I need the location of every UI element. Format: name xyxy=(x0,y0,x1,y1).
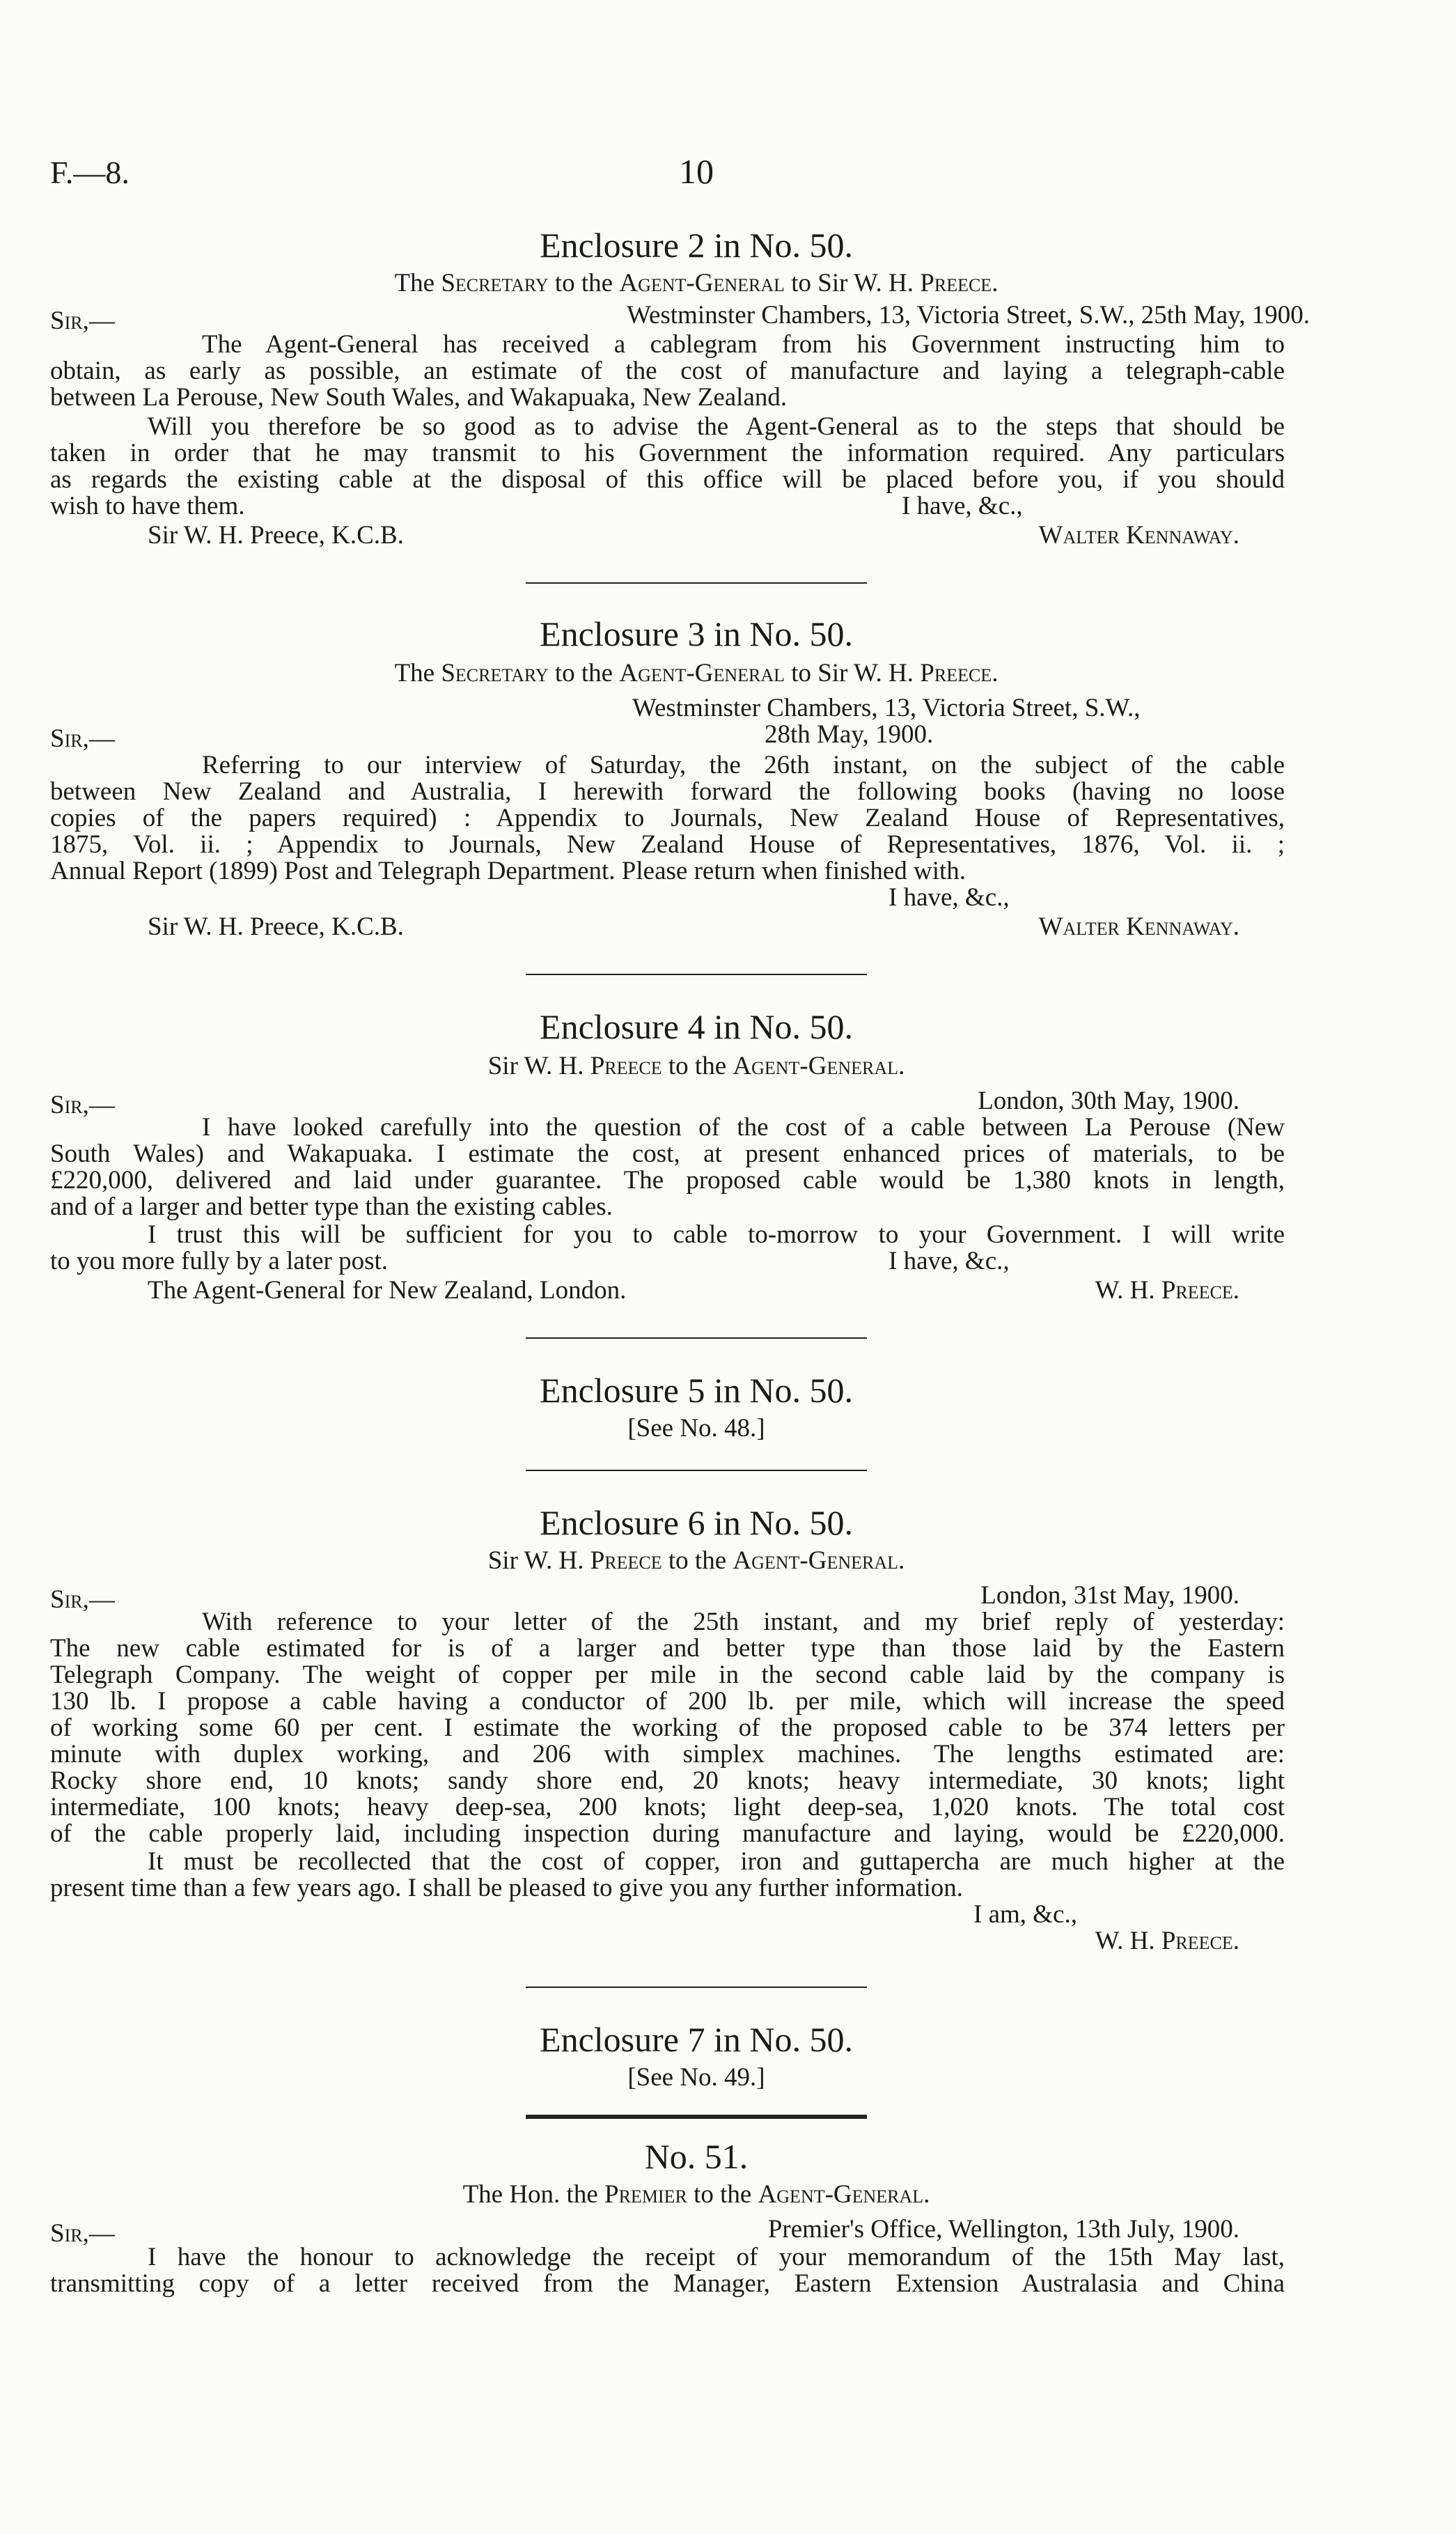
body-line: 1875, Vol. ii. ; Appendix to Journals, New Zealand House of Representatives, 1876, Vol. ii. ; xyxy=(50,830,1285,859)
document-heading: No. 51. xyxy=(644,2137,749,2176)
enclosure-subheading: The Secretary to the Agent-General to Sir W. H. Preece. xyxy=(394,659,999,687)
body-line: to you more fully by a later post. xyxy=(50,1247,389,1275)
series-number: F.—8. xyxy=(50,155,130,190)
closing: I am, &c., xyxy=(973,1900,1077,1929)
body-line: taken in order that he may transmit to his Government the information required. Any particulars xyxy=(50,439,1285,467)
section-divider xyxy=(526,974,867,975)
body-line: and of a larger and better type than the existing cables. xyxy=(50,1192,613,1221)
body-line: of working some 60 per cent. I estimate the working of the proposed cable to be 374 letters per xyxy=(50,1713,1285,1742)
body-line: The Agent-General has received a cablegram from his Government instructing him to xyxy=(202,330,1285,359)
body-line: I have the honour to acknowledge the receipt of your memorandum of the 15th May last, xyxy=(148,2243,1285,2271)
section-divider xyxy=(526,1470,867,1471)
addressee: Sir W. H. Preece, K.C.B. xyxy=(148,912,404,941)
body-line: transmitting copy of a letter received from the Manager, Eastern Extension Australasia and China xyxy=(50,2269,1285,2298)
body-line: Will you therefore be so good as to advise the Agent-General as to the steps that should be xyxy=(148,412,1285,441)
salutation: Sir,— xyxy=(50,2219,115,2248)
body-line: It must be recollected that the cost of copper, iron and guttapercha are much higher at the xyxy=(148,1847,1285,1876)
body-line: intermediate, 100 knots; heavy deep-sea, 200 knots; light deep-sea, 1,020 knots. The total cost xyxy=(50,1793,1285,1821)
body-line: Annual Report (1899) Post and Telegraph Department. Please return when finished with. xyxy=(50,857,966,885)
body-line: £220,000, delivered and laid under guarantee. The proposed cable would be 1,380 knots in length, xyxy=(50,1166,1285,1195)
body-line: between La Perouse, New South Wales, and Wakapuaka, New Zealand. xyxy=(50,383,788,412)
enclosure-heading: Enclosure 4 in No. 50. xyxy=(540,1007,853,1046)
closing: I have, &c., xyxy=(889,883,1010,912)
enclosure-subheading: The Secretary to the Agent-General to Sir W. H. Preece. xyxy=(394,269,999,297)
body-line: minute with duplex working, and 206 with simplex machines. The lengths estimated are: xyxy=(50,1740,1285,1769)
salutation: Sir,— xyxy=(50,1091,115,1119)
address-date: London, 31st May, 1900. xyxy=(980,1581,1239,1610)
body-line: Rocky shore end, 10 knots; sandy shore end, 20 knots; heavy intermediate, 30 knots; light xyxy=(50,1766,1285,1795)
section-divider xyxy=(526,1337,867,1339)
thick-divider xyxy=(526,2115,867,2119)
signature: Walter Kennaway. xyxy=(1038,521,1239,550)
page-number: 10 xyxy=(679,152,714,191)
section-divider xyxy=(526,582,867,584)
body-line: Telegraph Company. The weight of copper per mile in the second cable laid by the company is xyxy=(50,1661,1285,1689)
body-line: The new cable estimated for is of a larger and better type than those laid by the Eastern xyxy=(50,1634,1285,1663)
body-line: obtain, as early as possible, an estimate of the cost of manufacture and laying a telegraph-cable xyxy=(50,357,1285,385)
body-line: I trust this will be sufficient for you to cable to-morrow to your Government. I will write xyxy=(148,1220,1285,1249)
signature: W. H. Preece. xyxy=(1095,1927,1239,1955)
address: Westminster Chambers, 13, Victoria Street, S.W., xyxy=(632,694,1141,722)
signature: W. H. Preece. xyxy=(1095,1276,1239,1305)
salutation: Sir,— xyxy=(50,306,115,335)
body-line: I have looked carefully into the question of the cost of a cable between La Perouse (New xyxy=(202,1113,1285,1142)
closing: I have, &c., xyxy=(889,1247,1010,1275)
enclosure-heading: Enclosure 6 in No. 50. xyxy=(540,1503,853,1542)
enclosure-heading: Enclosure 2 in No. 50. xyxy=(540,226,853,265)
body-line: wish to have them. xyxy=(50,492,245,520)
salutation: Sir,— xyxy=(50,1585,115,1614)
body-line: of the cable properly laid, including inspection during manufacture and laying, would be £220,000. xyxy=(50,1819,1285,1848)
body-line: With reference to your letter of the 25th instant, and my brief reply of yesterday: xyxy=(202,1608,1285,1636)
body-line: present time than a few years ago. I shall be pleased to give you any further information. xyxy=(50,1874,964,1902)
enclosure-heading: Enclosure 7 in No. 50. xyxy=(540,2020,853,2059)
enclosure-subheading: Sir W. H. Preece to the Agent-General. xyxy=(487,1052,905,1080)
enclosure-heading: Enclosure 5 in No. 50. xyxy=(540,1371,853,1410)
body-line: between New Zealand and Australia, I herewith forward the following books (having no loose xyxy=(50,777,1285,806)
address-date: London, 30th May, 1900. xyxy=(978,1087,1239,1115)
address-date: Westminster Chambers, 13, Victoria Street, S.W., 25th May, 1900. xyxy=(627,301,1310,329)
body-line: Referring to our interview of Saturday, the 26th instant, on the subject of the cable xyxy=(202,751,1285,779)
body-line: as regards the existing cable at the disposal of this office will be placed before you, if you should xyxy=(50,465,1285,494)
addressee: The Agent-General for New Zealand, London. xyxy=(148,1276,627,1305)
address-date: Premier's Office, Wellington, 13th July, 1900. xyxy=(767,2215,1239,2244)
body-line: South Wales) and Wakapuaka. I estimate the cost, at present enhanced prices of materials, to be xyxy=(50,1140,1285,1168)
section-divider xyxy=(526,1987,867,1988)
body-line: 130 lb. I propose a cable having a conductor of 200 lb. per mile, which will increase the speed xyxy=(50,1687,1285,1716)
salutation: Sir,— xyxy=(50,724,115,753)
body-line: copies of the papers required) : Appendix to Journals, New Zealand House of Representatives, xyxy=(50,804,1285,832)
addressee: Sir W. H. Preece, K.C.B. xyxy=(148,521,404,550)
cross-reference: [See No. 48.] xyxy=(627,1414,765,1443)
closing: I have, &c., xyxy=(902,492,1023,520)
signature: Walter Kennaway. xyxy=(1038,912,1239,941)
date: 28th May, 1900. xyxy=(765,720,934,749)
cross-reference: [See No. 49.] xyxy=(627,2063,765,2092)
document-subheading: The Hon. the Premier to the Agent-General. xyxy=(462,2180,930,2209)
enclosure-subheading: Sir W. H. Preece to the Agent-General. xyxy=(487,1546,905,1575)
enclosure-heading: Enclosure 3 in No. 50. xyxy=(540,614,853,653)
